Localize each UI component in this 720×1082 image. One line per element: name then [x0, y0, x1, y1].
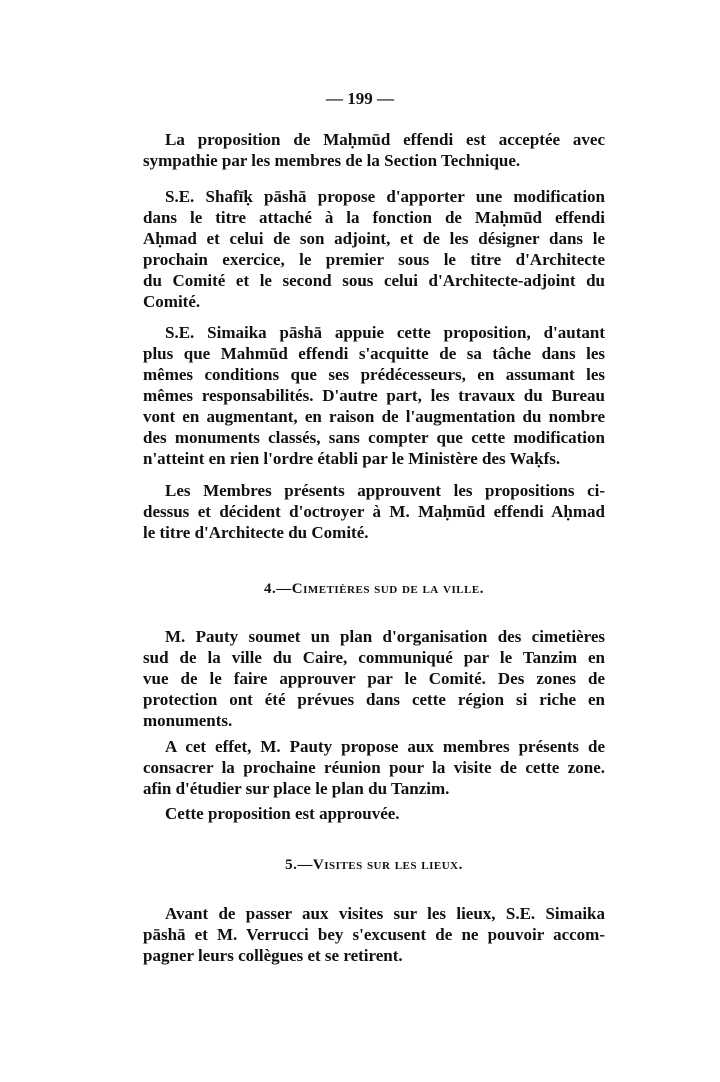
text-line: mêmes responsabilités. D'autre part, les travaux du Bureau: [143, 386, 605, 405]
text-line: pāshā et M. Verrucci bey s'excusent de ne pouvoir accom-: [143, 925, 605, 944]
text-line: des monuments classés, sans compter que cette modification: [143, 428, 605, 447]
paragraph: [143, 626, 605, 731]
page-number: — 199 —: [326, 89, 394, 108]
text-line: S.E. Shafīḳ pāshā propose d'apporter une modification: [165, 187, 605, 206]
paragraph: [143, 736, 605, 799]
text-line: dans le titre attaché à la fonction de Maḥmūd effendi: [143, 208, 605, 227]
text-line: monuments.: [143, 711, 233, 730]
text-line: M. Pauty soumet un plan d'organisation des cimetières: [165, 627, 605, 646]
text-line: S.E. Simaika pāshā appuie cette proposition, d'autant: [165, 323, 605, 342]
text-line: consacrer la prochaine réunion pour la visite de cette zone.: [143, 758, 605, 777]
text-line: plus que Mahmūd effendi s'acquitte de sa tâche dans les: [143, 344, 605, 363]
text-line: Les Membres présents approuvent les propositions ci-: [165, 481, 605, 500]
text-line: Avant de passer aux visites sur les lieux, S.E. Simaika: [165, 904, 605, 923]
text-line: le titre d'Architecte du Comité.: [143, 523, 369, 542]
paragraph: [143, 186, 605, 312]
text-line: dessus et décident d'octroyer à M. Maḥmūd effendi Aḥmad: [143, 502, 605, 521]
text-line: du Comité et le second sous celui d'Architecte-adjoint du: [143, 271, 605, 290]
text-line: prochain exercice, le premier sous le titre d'Architecte: [143, 250, 605, 269]
section-heading: 4.—Cimetières sud de la ville.: [264, 581, 484, 597]
text-line: Aḥmad et celui de son adjoint, et de les désigner dans le: [143, 229, 605, 248]
text-line: Comité.: [143, 292, 201, 311]
text-line: mêmes conditions que ses prédécesseurs, en assumant les: [143, 365, 605, 384]
text-line: afin d'étudier sur place le plan du Tanzim.: [143, 779, 450, 798]
text-line: vue de le faire approuver par le Comité. Des zones de: [143, 669, 605, 688]
text-line: n'atteint en rien l'ordre établi par le Ministère des Waḳfs.: [143, 449, 561, 468]
text-line: La proposition de Maḥmūd effendi est acceptée avec: [165, 130, 605, 149]
text-line: A cet effet, M. Pauty propose aux membres présents de: [165, 737, 605, 756]
paragraph: [143, 322, 605, 469]
text-line: vont en augmentant, en raison de l'augmentation du nombre: [143, 407, 605, 426]
text-line: pagner leurs collègues et se retirent.: [143, 946, 403, 965]
text-line: sud de la ville du Caire, communiqué par le Tanzim en: [143, 648, 605, 667]
paragraph: [143, 129, 605, 171]
text-line: sympathie par les membres de la Section Technique.: [143, 151, 521, 170]
section-heading: 5.—Visites sur les lieux.: [285, 857, 463, 873]
paragraph: [143, 480, 605, 543]
text-line: Cette proposition est approuvée.: [165, 804, 400, 823]
text-line: protection ont été prévues dans cette région si riche en: [143, 690, 605, 709]
paragraph: [143, 803, 605, 824]
paragraph: [143, 903, 605, 966]
